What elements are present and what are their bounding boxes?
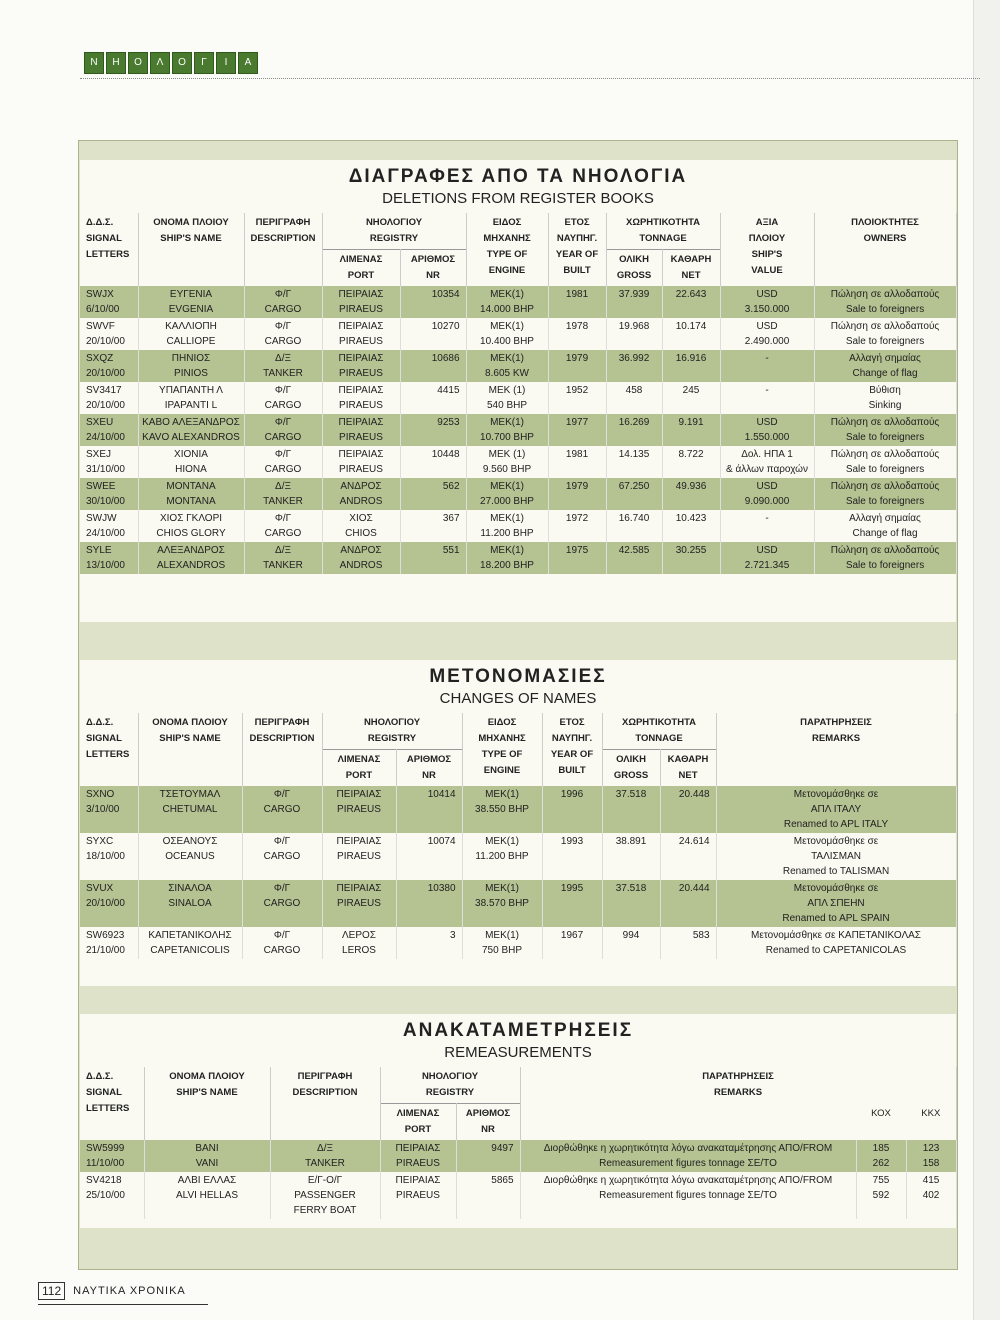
header-letter: Ν [84,52,104,74]
cell-signal: SWVF 20/10/00 [80,318,138,350]
col-owners: ΠΛΟΙΟΚΤΗΤΕΣ OWNERS [814,213,956,286]
renames-table [80,713,957,959]
cell-engine: ΜΕΚ(1) 38.550 BHP [462,786,542,833]
cell-engine: ΜΕΚ(1) 10.400 BHP [466,318,548,350]
rn-col-net: ΚΑΘΑΡΗ NET [660,750,716,787]
cell-remarks: Μετονομάσθηκε σε ΑΠΛ ΙΤΑΛΥ Renamed to APL ITALY [716,786,956,833]
cell-year: 1996 [542,786,602,833]
cell-net: 583 [660,927,716,959]
header-divider [80,78,980,79]
cell-owners: Πώληση σε αλλοδαπούς Sale to foreigners [814,414,956,446]
rn-col-remarks: ΠΑΡΑΤΗΡΗΣΕΙΣ REMARKS [716,713,956,786]
cell-port: ΠΕΙΡΑΙΑΣ PIRAEUS [322,318,400,350]
col-desc: ΠΕΡΙΓΡΑΦΗ DESCRIPTION [244,213,322,286]
cell-nr: 367 [400,510,466,542]
cell-year: 1952 [548,382,606,414]
cell-name: ΑΛΕΞΑΝΔΡΟΣ ALEXANDROS [138,542,244,574]
cell-port: ΠΕΙΡΑΙΑΣ PIRAEUS [322,786,396,833]
col-port: ΛΙΜΕΝΑΣ PORT [322,250,400,287]
cell-year: 1972 [548,510,606,542]
cell-net: 22.643 [662,286,720,318]
cell-value: - [720,350,814,382]
cell-name: ΑΛΒΙ ΕΛΛΑΣ ALVI HELLAS [144,1172,270,1219]
cell-net: 20.444 [660,880,716,927]
cell-engine: ΜΕΚ(1) 11.200 BHP [466,510,548,542]
cell-signal: SXEJ 31/10/00 [80,446,138,478]
remeasure-section [80,1014,956,1228]
cell-name: ΣΙΝΑΛΟΑ SINALOA [138,880,242,927]
rm-col-desc: ΠΕΡΙΓΡΑΦΗ DESCRIPTION [270,1067,380,1140]
rm-col-blank [520,1104,856,1141]
cell-value: USD 9.090.000 [720,478,814,510]
table-row [80,510,956,542]
cell-desc: Φ/Γ CARGO [244,382,322,414]
col-year: ΕΤΟΣ ΝΑΥΠΗΓ. YEAR OF BUILT [548,213,606,286]
rn-col-desc: ΠΕΡΙΓΡΑΦΗ DESCRIPTION [242,713,322,786]
cell-gross: 994 [602,927,660,959]
cell-desc: Φ/Γ CARGO [244,510,322,542]
section-header-tag [84,52,258,74]
cell-net: 49.936 [662,478,720,510]
cell-name: ΕΥΓΕΝΙΑ EVGENIA [138,286,244,318]
cell-gross: 67.250 [606,478,662,510]
cell-signal: SWEE 30/10/00 [80,478,138,510]
cell-signal: SWJX 6/10/00 [80,286,138,318]
col-engine: ΕΙΔΟΣ ΜΗΧΑΝΗΣ TYPE OF ENGINE [466,213,548,286]
rn-col-tonnage: ΧΩΡΗΤΙΚΟΤΗΤΑ TONNAGE [602,713,716,750]
cell-desc: Φ/Γ CARGO [242,786,322,833]
rn-col-name: ΟΝΟΜΑ ΠΛΟΙΟΥ SHIP'S NAME [138,713,242,786]
cell-desc: Φ/Γ CARGO [244,318,322,350]
cell-nr: 10380 [396,880,462,927]
cell-remarks: Μετονομάσθηκε σε ΑΠΛ ΣΠΕΗΝ Renamed to APL SPAIN [716,880,956,927]
cell-desc: Φ/Γ CARGO [244,286,322,318]
rm-col-port: ΛΙΜΕΝΑΣ PORT [380,1104,456,1141]
cell-year: 1979 [548,478,606,510]
cell-remarks: Διορθώθηκε η χωρητικότητα λόγω ανακαταμέτρησης ΑΠΟ/FROM Remeasurement figures tonnage ΣΕ/TO [520,1140,856,1172]
rn-col-signal: Δ.Δ.Σ. SIGNAL LETTERS [80,713,138,786]
cell-engine: ΜΕΚ(1) 18.200 BHP [466,542,548,574]
rm-col-registry: ΝΗΟΛΟΓΙΟΥ REGISTRY [380,1067,520,1104]
cell-remarks: Μετονομάσθηκε σε ΤΑΛΙΣΜΑΝ Renamed to TALISMAN [716,833,956,880]
rm-col-nr: ΑΡΙΘΜΟΣ NR [456,1104,520,1141]
table-row [80,478,956,510]
remeasure-title: ΑΝΑΚΑΤΑΜΕΤΡΗΣΕΙΣ [402,1020,634,1041]
table-row [80,786,956,833]
cell-owners: Πώληση σε αλλοδαπούς Sale to foreigners [814,542,956,574]
table-row [80,414,956,446]
publication-name: ΝΑΥΤΙΚΑ ΧΡΟΝΙΚΑ [73,1285,186,1297]
remeasure-table [80,1067,957,1219]
cell-value: USD 1.550.000 [720,414,814,446]
cell-gross: 16.740 [606,510,662,542]
cell-desc: Δ/Ξ TANKER [244,478,322,510]
cell-port: ΑΝΔΡΟΣ ANDROS [322,542,400,574]
cell-name: ΤΣΕΤΟΥΜΑΛ CHETUMAL [138,786,242,833]
page-edge [973,0,1000,1320]
cell-engine: ΜΕΚ(1) 750 BHP [462,927,542,959]
cell-gross: 37.518 [602,786,660,833]
table-row [80,1172,956,1219]
cell-nr: 3 [396,927,462,959]
cell-engine: ΜΕΚ(1) 10.700 BHP [466,414,548,446]
cell-desc: Ε/Γ-Ο/Γ PASSENGER FERRY BOAT [270,1172,380,1219]
cell-port: ΧΙΟΣ CHIOS [322,510,400,542]
cell-gross: 38.891 [602,833,660,880]
cell-desc: Φ/Γ CARGO [244,446,322,478]
cell-year: 1995 [542,880,602,927]
header-letter: Ι [216,52,236,74]
cell-name: ΚΑΠΕΤΑΝΙΚΟΛΗΣ CAPETANICOLIS [138,927,242,959]
table-row [80,318,956,350]
cell-net: 24.614 [660,833,716,880]
cell-signal: SV3417 20/10/00 [80,382,138,414]
header-letter: Γ [194,52,214,74]
cell-engine: ΜΕΚ (1) 9.560 BHP [466,446,548,478]
cell-net: 245 [662,382,720,414]
table-row [80,286,956,318]
page-footer [38,1282,186,1300]
rn-col-port: ΛΙΜΕΝΑΣ PORT [322,750,396,787]
cell-kox: 755 592 [856,1172,906,1219]
cell-owners: Αλλαγή σημαίας Change of flag [814,350,956,382]
rn-col-year: ΕΤΟΣ ΝΑΥΠΗΓ. YEAR OF BUILT [542,713,602,786]
cell-gross: 14.135 [606,446,662,478]
rn-col-registry: ΝΗΟΛΟΓΙΟΥ REGISTRY [322,713,462,750]
col-nr: ΑΡΙΘΜΟΣ NR [400,250,466,287]
cell-gross: 16.269 [606,414,662,446]
cell-engine: ΜΕΚ(1) 38.570 BHP [462,880,542,927]
cell-nr: 9253 [400,414,466,446]
cell-value: USD 2.490.000 [720,318,814,350]
cell-signal: SYLE 13/10/00 [80,542,138,574]
cell-port: ΠΕΙΡΑΙΑΣ PIRAEUS [322,382,400,414]
cell-name: ΜΟΝΤΑΝΑ MONTANA [138,478,244,510]
cell-nr: 10448 [400,446,466,478]
cell-port: ΠΕΙΡΑΙΑΣ PIRAEUS [380,1140,456,1172]
col-gross: ΟΛΙΚΗ GROSS [606,250,662,287]
cell-year: 1978 [548,318,606,350]
cell-nr: 551 [400,542,466,574]
cell-desc: Φ/Γ CARGO [242,833,322,880]
cell-nr: 10074 [396,833,462,880]
rm-col-kkx: ΚΚΧ [906,1104,956,1141]
cell-net: 16.916 [662,350,720,382]
cell-owners: Πώληση σε αλλοδαπούς Sale to foreigners [814,318,956,350]
cell-owners: Βύθιση Sinking [814,382,956,414]
cell-name: ΒΑΝΙ VANI [144,1140,270,1172]
cell-year: 1977 [548,414,606,446]
cell-signal: SXEU 24/10/00 [80,414,138,446]
cell-net: 10.174 [662,318,720,350]
cell-port: ΠΕΙΡΑΙΑΣ PIRAEUS [322,350,400,382]
cell-port: ΠΕΙΡΑΙΑΣ PIRAEUS [322,286,400,318]
cell-name: ΠΗΝΙΟΣ PINIOS [138,350,244,382]
cell-port: ΠΕΙΡΑΙΑΣ PIRAEUS [380,1172,456,1219]
table-row [80,350,956,382]
cell-value: USD 3.150.000 [720,286,814,318]
cell-gross: 19.968 [606,318,662,350]
cell-name: ΚΑΒΟ ΑΛΕΞΑΝΔΡΟΣ KAVO ALEXANDROS [138,414,244,446]
cell-value: Δολ. ΗΠΑ 1 & άλλων παροχών [720,446,814,478]
col-signal: Δ.Δ.Σ. SIGNAL LETTERS [80,213,138,286]
cell-signal: SXQZ 20/10/00 [80,350,138,382]
cell-desc: Φ/Γ CARGO [244,414,322,446]
cell-port: ΠΕΙΡΑΙΑΣ PIRAEUS [322,414,400,446]
cell-desc: Δ/Ξ TANKER [244,350,322,382]
cell-engine: ΜΕΚ (1) 540 BHP [466,382,548,414]
cell-net: 9.191 [662,414,720,446]
cell-remarks: Διορθώθηκε η χωρητικότητα λόγω ανακαταμέτρησης ΑΠΟ/FROM Remeasurement figures tonnage ΣΕ/TO [520,1172,856,1219]
cell-gross: 37.518 [602,880,660,927]
cell-owners: Αλλαγή σημαίας Change of flag [814,510,956,542]
cell-engine: ΜΕΚ(1) 8.605 KW [466,350,548,382]
header-letter: Ο [128,52,148,74]
cell-kkx: 415 402 [906,1172,956,1219]
cell-nr: 9497 [456,1140,520,1172]
deletions-title: ΔΙΑΓΡΑΦΕΣ ΑΠΟ ΤΑ ΝΗΟΛΟΓΙΑ [348,166,688,187]
cell-name: ΧΙΟΣ ΓΚΛΟΡΙ CHIOS GLORY [138,510,244,542]
col-value: ΑΞΙΑ ΠΛΟΙΟΥ SHIP'S VALUE [720,213,814,286]
cell-desc: Δ/Ξ TANKER [244,542,322,574]
cell-nr: 10270 [400,318,466,350]
cell-owners: Πώληση σε αλλοδαπούς Sale to foreigners [814,446,956,478]
cell-nr: 562 [400,478,466,510]
header-letter: Α [238,52,258,74]
table-row [80,382,956,414]
cell-value: - [720,510,814,542]
cell-owners: Πώληση σε αλλοδαπούς Sale to foreigners [814,478,956,510]
table-row [80,542,956,574]
footer-divider [38,1304,208,1305]
cell-signal: SYXC 18/10/00 [80,833,138,880]
cell-year: 1981 [548,286,606,318]
deletions-table [80,213,957,574]
cell-gross: 37.939 [606,286,662,318]
table-row [80,1140,956,1172]
cell-year: 1993 [542,833,602,880]
rm-col-name: ΟΝΟΜΑ ΠΛΟΙΟΥ SHIP'S NAME [144,1067,270,1140]
cell-net: 30.255 [662,542,720,574]
table-row [80,833,956,880]
cell-engine: ΜΕΚ(1) 27.000 BHP [466,478,548,510]
table-row [80,927,956,959]
cell-year: 1967 [542,927,602,959]
cell-signal: SW6923 21/10/00 [80,927,138,959]
table-row [80,880,956,927]
cell-nr: 5865 [456,1172,520,1219]
header-letter: Η [106,52,126,74]
renames-section [80,660,956,986]
cell-name: ΟΣΕΑΝΟΥΣ OCEANUS [138,833,242,880]
rn-col-engine: ΕΙΔΟΣ ΜΗΧΑΝΗΣ TYPE OF ENGINE [462,713,542,786]
cell-net: 20.448 [660,786,716,833]
rm-col-signal: Δ.Δ.Σ. SIGNAL LETTERS [80,1067,144,1140]
remeasure-subtitle: REMEASUREMENTS [444,1044,592,1061]
cell-net: 8.722 [662,446,720,478]
table-row [80,446,956,478]
cell-signal: SWJW 24/10/00 [80,510,138,542]
cell-remarks: Μετονομάσθηκε σε ΚΑΠΕΤΑΝΙΚΟΛΑΣ Renamed to CAPETANICOLAS [716,927,956,959]
cell-gross: 458 [606,382,662,414]
cell-port: ΠΕΙΡΑΙΑΣ PIRAEUS [322,880,396,927]
rm-col-remarks: ΠΑΡΑΤΗΡΗΣΕΙΣ REMARKS [520,1067,956,1104]
cell-port: ΛΕΡΟΣ LEROS [322,927,396,959]
col-tonnage: ΧΩΡΗΤΙΚΟΤΗΤΑ TONNAGE [606,213,720,250]
cell-desc: Φ/Γ CARGO [242,880,322,927]
cell-desc: Δ/Ξ TANKER [270,1140,380,1172]
cell-gross: 36.992 [606,350,662,382]
rn-col-nr: ΑΡΙΘΜΟΣ NR [396,750,462,787]
cell-name: ΥΠΑΠΑΝΤΗ Λ IPAPANTI L [138,382,244,414]
rm-col-kox: ΚΟΧ [871,1107,891,1119]
deletions-section [80,160,956,622]
cell-engine: ΜΕΚ(1) 14.000 BHP [466,286,548,318]
rn-col-gross: ΟΛΙΚΗ GROSS [602,750,660,787]
cell-port: ΑΝΔΡΟΣ ANDROS [322,478,400,510]
col-registry: ΝΗΟΛΟΓΙΟΥ REGISTRY [322,213,466,250]
cell-year: 1981 [548,446,606,478]
cell-value: - [720,382,814,414]
cell-port: ΠΕΙΡΑΙΑΣ PIRAEUS [322,446,400,478]
header-letter: Ο [172,52,192,74]
cell-gross: 42.585 [606,542,662,574]
cell-owners: Πώληση σε αλλοδαπούς Sale to foreigners [814,286,956,318]
cell-engine: ΜΕΚ(1) 11.200 BHP [462,833,542,880]
cell-nr: 10354 [400,286,466,318]
page-number: 112 [38,1282,65,1300]
cell-net: 10.423 [662,510,720,542]
renames-subtitle: CHANGES OF NAMES [439,690,597,707]
cell-name: ΚΑΛΛΙΟΠΗ CALLIOPE [138,318,244,350]
header-letter: Λ [150,52,170,74]
cell-value: USD 2.721.345 [720,542,814,574]
cell-kkx: 123 158 [906,1140,956,1172]
cell-desc: Φ/Γ CARGO [242,927,322,959]
cell-year: 1979 [548,350,606,382]
cell-nr: 4415 [400,382,466,414]
cell-signal: SV4218 25/10/00 [80,1172,144,1219]
cell-name: ΧΙΟΝΙΑ HIONA [138,446,244,478]
cell-port: ΠΕΙΡΑΙΑΣ PIRAEUS [322,833,396,880]
renames-title: ΜΕΤΟΝΟΜΑΣΙΕΣ [429,666,607,687]
cell-nr: 10414 [396,786,462,833]
cell-year: 1975 [548,542,606,574]
col-net: ΚΑΘΑΡΗ NET [662,250,720,287]
cell-nr: 10686 [400,350,466,382]
cell-signal: SW5999 11/10/00 [80,1140,144,1172]
col-name: ΟΝΟΜΑ ΠΛΟΙΟΥ SHIP'S NAME [138,213,244,286]
cell-signal: SXNO 3/10/00 [80,786,138,833]
cell-signal: SVUX 20/10/00 [80,880,138,927]
deletions-subtitle: DELETIONS FROM REGISTER BOOKS [382,190,654,207]
cell-kox: 185 262 [856,1140,906,1172]
